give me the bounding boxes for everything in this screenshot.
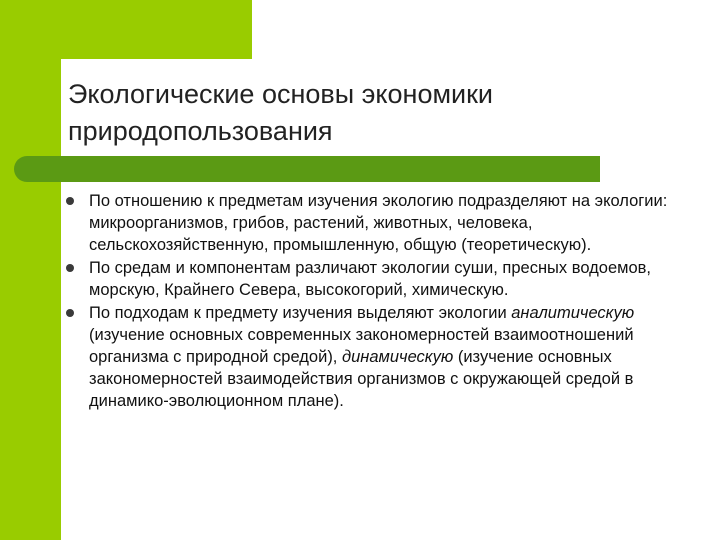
bullet-dot-icon: [66, 264, 74, 272]
bullet-dot-icon: [66, 309, 74, 317]
bullet-item: [66, 302, 706, 412]
bullet-dot-icon: [66, 197, 74, 205]
bullet-list: [66, 190, 706, 413]
title-line-2: природопользования: [68, 116, 333, 146]
green-accent-left: [0, 0, 61, 540]
bullet-text-part: (изучение основных закономерностей взаимодействия организмов с окружающей средой в динамико-эволюционном плане).: [89, 348, 634, 410]
bullet-text-part: По подходам к предмету изучения выделяют экологии: [89, 304, 512, 322]
bullet-emphasis-analytic: аналитическую: [511, 304, 635, 322]
bullet-item: [66, 190, 706, 256]
title-line-1: Экологические основы экономики: [68, 79, 494, 109]
slide-title: [68, 76, 668, 150]
bullet-text: По отношению к предметам изучения экологию подразделяют на экологии: микроорганизмов, грибов, растений, животных, человека, сельскохозяйственную, промышленную, общую (теоретическую).: [89, 192, 668, 254]
bullet-text-part: (изучение основных современных закономерностей взаимоотношений организма с природной средой),: [89, 326, 634, 366]
title-divider-bar: [14, 156, 600, 182]
bullet-item: [66, 257, 706, 301]
bullet-text: По средам и компонентам различают экологии суши, пресных водоемов, морскую, Крайнего Севера, высокогорий, химическую.: [89, 259, 651, 299]
bullet-emphasis-dynamic: динамическую: [341, 348, 454, 366]
